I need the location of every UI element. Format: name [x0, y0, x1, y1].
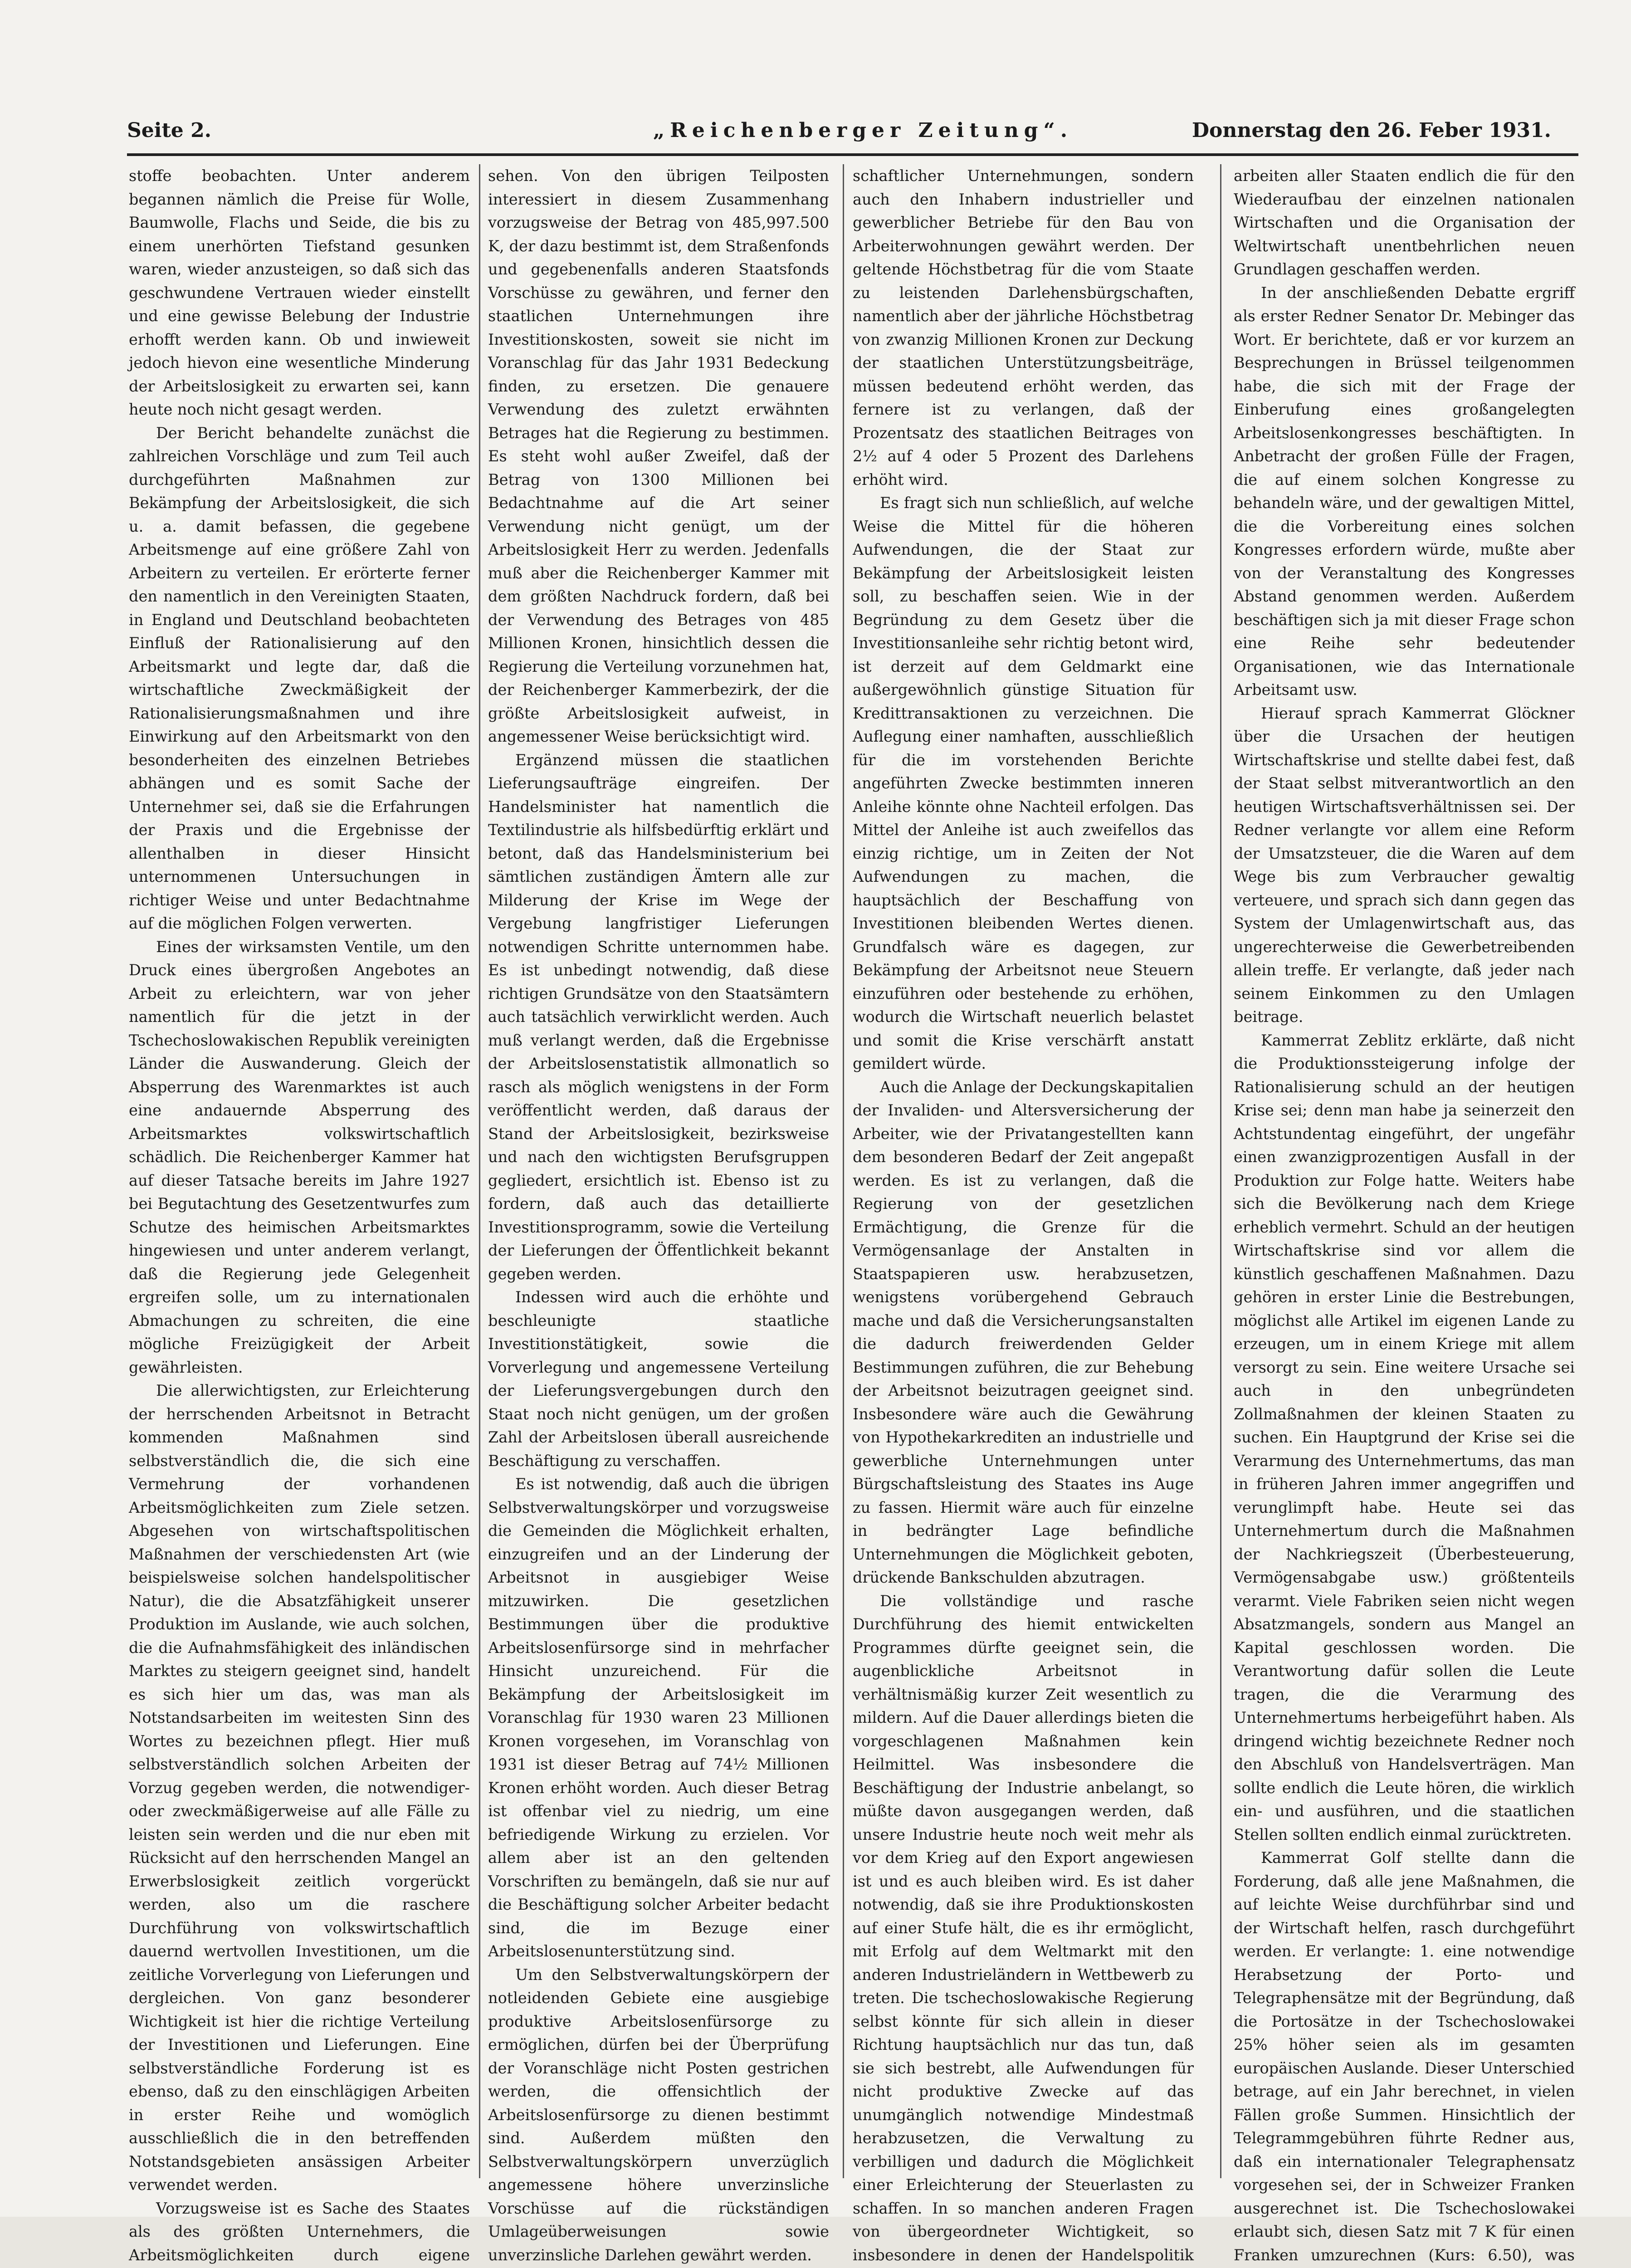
- page-header: [127, 119, 1551, 151]
- column-2: [488, 164, 829, 2183]
- column-divider: [1220, 164, 1221, 2178]
- paragraph: Der Bericht behandelte zunächst die zahlreichen Vorschläge und zum Teil auch durchgeführten Maßnahmen zur Bekämpfung der Arbeitslosigkeit, die sich u. a. damit befassen, die gegebene Arbeitsmenge auf eine größere Zahl von Arbeitern zu verteilen. Er erörterte ferner den namentlich in den Vereinigten Staaten, in England und Deutschland beobachteten Einfluß der Rationalisierung auf den Arbeitsmarkt und legte dar, daß die wirtschaftliche Zweckmäßigkeit der Rationalisierungsmaßnahmen und ihre Einwirkung auf den Arbeitsmarkt von den besonderheiten des einzelnen Betriebes abhängen und es somit Sache der Unternehmer sei, daß sie die Erfahrungen der Praxis und die Ergebnisse der allenthalben in dieser Hinsicht unternommenen Untersuchungen in richtiger Weise und unter Bedachtnahme auf die möglichen Folgen verwerten.: [129, 421, 470, 935]
- header-rule: [127, 153, 1578, 156]
- paragraph: Hierauf sprach Kammerrat Glöckner über die Ursachen der heutigen Wirtschaftskrise und stellte dabei fest, daß der Staat selbst mitverantwortlich an den heutigen Wirtschaftsverhältnissen sei. Der Redner verlangte vor allem eine Reform der Umsatzsteuer, die die Waren auf dem Wege bis zum Verbraucher gewaltig verteuere, und sprach sich dann gegen das System der Umlagenwirtschaft aus, das ungerechterweise die Gewerbetreibenden allein treffe. Er verlangte, daß jeder nach seinem Einkommen zu den Umlagen beitrage.: [1234, 702, 1575, 1029]
- paragraph: stoffe beobachten. Unter anderem begannen nämlich die Preise für Wolle, Baumwolle, Flachs und Seide, die bis zu einem unerhörten Tiefstand gesunken waren, wieder anzusteigen, so daß sich das geschwundene Vertrauen wieder einstellt und eine gewisse Belebung der Industrie erhofft werden kann. Ob und inwieweit jedoch hievon eine wesentliche Minderung der Arbeitslosigkeit zu erwarten sei, kann heute noch nicht gesagt werden.: [129, 164, 470, 421]
- column-3: [853, 164, 1194, 2183]
- paragraph: Kammerrat Golf stellte dann die Forderung, daß alle jene Maßnahmen, die auf leichte Weise durchführbar sind und der Wirtschaft helfen, rasch durchgeführt werden. Er verlangte: 1. eine notwendige Herabsetzung der Porto- und Telegraphensätze mit der Begründung, daß die Portosätze in der Tschechoslowakei 25% höher seien als im gesamten europäischen Auslande. Dieser Unterschied betrage, auf ein Jahr berechnet, in vielen Fällen große Summen. Hinsichtlich der Telegrammgebühren führte Redner aus, daß ein internationaler Telegraphensatz vorgesehen sei, der in Schweizer Franken ausgerechnet ist. Die Tschechoslowakei erlaubt sich, diesen Satz mit 7 K für einen Franken umzurechnen (Kurs: 6.50), was: [1234, 1846, 1575, 2268]
- paragraph: Es fragt sich nun schließlich, auf welche Weise die Mittel für die höheren Aufwendungen, die der Staat zur Bekämpfung der Arbeitslosigkeit leisten soll, zu beschaffen seien. Wie in der Begründung zu dem Gesetz über die Investitionsanleihe sehr richtig betont wird, ist derzeit auf dem Geldmarkt eine außergewöhnlich günstige Situation für Kredittransaktionen zu verzeichnen. Die Auflegung einer namhaften, ausschließlich für die im vorstehenden Berichte angeführten Zwecke bestimmten inneren Anleihe könnte ohne Nachteil erfolgen. Das Mittel der Anleihe ist auch zweifellos das einzig richtige, um in Zeiten der Not Aufwendungen zu machen, die hauptsächlich der Beschaffung von Investitionen bleibenden Wertes dienen. Grundfalsch wäre es dagegen, zur Bekämpfung der Arbeitsnot neue Steuern einzuführen oder bestehende zu erhöhen, wodurch die Wirtschaft neuerlich belastet und somit die Krise verschärft anstatt gemildert würde.: [853, 491, 1194, 1075]
- newspaper-title: „Reichenberger Zeitung“.: [653, 119, 1073, 142]
- paragraph: Die allerwichtigsten, zur Erleichterung der herrschenden Arbeitsnot in Betracht kommenden Maßnahmen sind selbstverständlich die, die sich eine Vermehrung der vorhandenen Arbeitsmöglichkeiten zum Ziele setzen. Abgesehen von wirtschaftspolitischen Maßnahmen der verschiedensten Art (wie beispielsweise solchen handelspolitischer Natur), die die Absatzfähigkeit unserer Produktion im Auslande, wie auch solchen, die die Aufnahmsfähigkeit des inländischen Marktes zu steigern geeignet sind, handelt es sich hier um das, was man als Notstandsarbeiten im weitesten Sinn des Wortes zu bezeichnen pflegt. Hier muß selbstverständlich solchen Arbeiten der Vorzug gegeben werden, die notwendiger- oder zweckmäßigerweise auf alle Fälle zu leisten sein werden und die nur eben mit Rücksicht auf den herrschenden Mangel an Erwerbslosigkeit zeitlich vorgerückt werden, also um die raschere Durchführung von volkswirtschaftlich dauernd wertvollen Investitionen, um die zeitliche Vorverlegung von Lieferungen und dergleichen. Von ganz besonderer Wichtigkeit ist hier die richtige Verteilung der Investitionen und Lieferungen. Eine selbstverständliche Forderung ist es ebenso, daß zu den einschlägigen Arbeiten in erster Reihe und womöglich ausschließlich die in den betreffenden Notstandsgebieten ansässigen Arbeiter verwendet werden.: [129, 1379, 470, 2197]
- paragraph: sehen. Von den übrigen Teilposten interessiert in diesem Zusammenhang vorzugsweise der Betrag von 485,997.500 K, der dazu bestimmt ist, dem Straßenfonds und gegebenenfalls anderen Staatsfonds Vorschüsse zu gewähren, und ferner den staatlichen Unternehmungen ihre Investitionskosten, soweit sie nicht im Voranschlag für das Jahr 1931 Bedeckung finden, zu ersetzen. Die genauere Verwendung des zuletzt erwähnten Betrages hat die Regierung zu bestimmen. Es steht wohl außer Zweifel, daß der Betrag von 1300 Millionen bei Bedachtnahme auf die Art seiner Verwendung nicht genügt, um der Arbeitslosigkeit Herr zu werden. Jedenfalls muß aber die Reichenberger Kammer mit dem größten Nachdruck fordern, daß bei der Verwendung des Betrages von 485 Millionen Kronen, hinsichtlich dessen die Regierung die Verteilung vorzunehmen hat, der Reichenberger Kammerbezirk, der die größte Arbeitslosigkeit aufweist, in angemessener Weise berücksichtigt wird.: [488, 164, 829, 748]
- paragraph: In der anschließenden Debatte ergriff als erster Redner Senator Dr. Mebinger das Wort. Er berichtete, daß er vor kurzem an Besprechungen in Brüssel teilgenommen habe, die sich mit der Frage der Einberufung eines großangelegten Arbeitslosenkongresses beschäftigten. In Anbetracht der großen Fülle der Fragen, die auf einem solchen Kongresse zu behandeln wäre, und der gewaltigen Mittel, die die Vorbereitung eines solchen Kongresses erfordern würde, mußte aber von der Veranstaltung des Kongresses Abstand genommen werden. Außerdem beschäftigen sich ja mit dieser Frage schon eine Reihe sehr bedeutender Organisationen, wie das Internationale Arbeitsamt usw.: [1234, 281, 1575, 702]
- column-divider: [843, 164, 844, 2178]
- paragraph: Es ist notwendig, daß auch die übrigen Selbstverwaltungskörper und vorzugsweise die Gemeinden die Möglichkeit erhalten, einzugreifen und an der Linderung der Arbeitsnot in ausgiebiger Weise mitzuwirken. Die gesetzlichen Bestimmungen über die produktive Arbeitslosenfürsorge sind in mehrfacher Hinsicht unzureichend. Für die Bekämpfung der Arbeitslosigkeit im Voranschlag für 1930 waren 23 Millionen Kronen vorgesehen, im Voranschlag von 1931 ist dieser Betrag auf 74½ Millionen Kronen erhöht worden. Auch dieser Betrag ist offenbar viel zu niedrig, um eine befriedigende Wirkung zu erzielen. Vor allem aber ist an den geltenden Vorschriften zu bemängeln, daß sie nur auf die Beschäftigung solcher Arbeiter bedacht sind, die im Bezuge einer Arbeitslosenunterstützung sind.: [488, 1472, 829, 1963]
- paragraph: Eines der wirksamsten Ventile, um den Druck eines übergroßen Angebotes an Arbeit zu erleichtern, war von jeher namentlich für die jetzt in der Tschechoslowakischen Republik vereinigten Länder die Auswanderung. Gleich der Absperrung des Warenmarktes ist auch eine andauernde Absperrung des Arbeitsmarktes volkswirtschaftlich schädlich. Die Reichenberger Kammer hat auf dieser Tatsache bereits im Jahre 1927 bei Begutachtung des Gesetzentwurfes zum Schutze des heimischen Arbeitsmarktes hingewiesen und unter anderem verlangt, daß die Regierung jede Gelegenheit ergreifen solle, um zu internationalen Abmachungen zu schreiten, die eine mögliche Freizügigkeit der Arbeit gewährleisten.: [129, 935, 470, 1379]
- column-divider: [479, 164, 480, 2178]
- paragraph: Ergänzend müssen die staatlichen Lieferungsaufträge eingreifen. Der Handelsminister hat namentlich die Textilindustrie als hilfsbedürftig erklärt und betont, daß das Handelsministerium bei sämtlichen zuständigen Ämtern alle zur Milderung der Krise im Wege der Vergebung langfristiger Lieferungen notwendigen Schritte unternommen habe. Es ist unbedingt notwendig, daß diese richtigen Grundsätze von den Staatsämtern auch tatsächlich verwirklicht werden. Auch muß verlangt werden, daß die Ergebnisse der Arbeitslosenstatistik allmonatlich so rasch als möglich wenigstens in der Form veröffentlicht werden, daß daraus der Stand der Arbeitslosigkeit, bezirksweise und nach den wichtigsten Berufsgruppen gegliedert, ersichtlich ist. Ebenso ist zu fordern, daß auch das detaillierte Investitionsprogramm, sowie die Verteilung der Lieferungen der Öffentlichkeit bekannt gegeben werden.: [488, 748, 829, 1286]
- paragraph: schaftlicher Unternehmungen, sondern auch den Inhabern industrieller und gewerblicher Betriebe für den Bau von Arbeiterwohnungen gewährt werden. Der geltende Höchstbetrag für die vom Staate zu leistenden Darlehensbürgschaften, namentlich aber der jährliche Höchstbetrag von zwanzig Millionen Kronen zur Deckung der staatlichen Unterstützungsbeiträge, müssen bedeutend erhöht werden, das fernere ist zu verlangen, daß der Prozentsatz des staatlichen Beitrages von 2½ auf 4 oder 5 Prozent des Darlehens erhöht wird.: [853, 164, 1194, 491]
- paragraph: Um den Selbstverwaltungskörpern der notleidenden Gebiete eine ausgiebige produktive Arbeitslosenfürsorge zu ermöglichen, dürfen bei der Überprüfung der Voranschläge nicht Posten gestrichen werden, die offensichtlich der Arbeitslosenfürsorge zu dienen bestimmt sind. Außerdem müßten den Selbstverwaltungskörpern unverzüglich angemessene höhere unverzinsliche Vorschüsse auf die rückständigen Umlageüberweisungen sowie unverzinsliche Darlehen gewährt werden.: [488, 1963, 829, 2267]
- column-1: [129, 164, 470, 2183]
- paragraph: Vorzugsweise ist es Sache des Staates als des größten Unternehmers, die Arbeitsmöglichkeiten durch eigene: [129, 2197, 470, 2268]
- paragraph: Kammerrat Zeblitz erklärte, daß nicht die Produktionssteigerung infolge der Rationalisierung schuld an der heutigen Krise sei; denn man habe ja seinerzeit den Achtstundentag eingeführt, der ungefähr einen zwanzigprozentigen Ausfall in der Produktion zur Folge hatte. Weiters habe sich die Bevölkerung nach dem Kriege erheblich vermehrt. Schuld an der heutigen Wirtschaftskrise sind vor allem die künstlich geschaffenen Maßnahmen. Dazu gehören in erster Linie die Bestrebungen, möglichst alle Artikel im eigenen Lande zu erzeugen, um in einem Kriege mit allem versorgt zu sein. Eine weitere Ursache sei auch in den unbegründeten Zollmaßnahmen der kleinen Staaten zu suchen. Ein Hauptgrund der Krise sei die Verarmung des Unternehmertums, das man in früheren Jahren immer angegriffen und verunglimpft habe. Heute sei das Unternehmertum durch die Maßnahmen der Nachkriegszeit (Überbesteuerung, Vermögensabgabe usw.) größtenteils verarmt. Viele Fabriken seien nicht wegen Absatzmangels, sondern aus Mangel an Kapital geschlossen worden. Die Verantwortung dafür sollen die Leute tragen, die die Verarmung des Unternehmertums herbeigeführt haben. Als dringend wichtig bezeichnete Redner noch den Abschluß von Handelsverträgen. Man sollte endlich die Leute hören, die wirklich ein- und ausführen, und die staatlichen Stellen sollten endlich einmal zurücktreten.: [1234, 1029, 1575, 1847]
- paragraph: Indessen wird auch die erhöhte und beschleunigte staatliche Investitionstätigkeit, sowie die Vorverlegung und angemessene Verteilung der Lieferungsvergebungen durch den Staat noch nicht genügen, um der großen Zahl der Arbeitslosen überall ausreichende Beschäftigung zu verschaffen.: [488, 1286, 829, 1472]
- paragraph: Die vollständige und rasche Durchführung des hiemit entwickelten Programmes dürfte geeignet sein, die augenblickliche Arbeitsnot in verhältnismäßig kurzer Zeit wesentlich zu mildern. Auf die Dauer allerdings bieten die vorgeschlagenen Maßnahmen kein Heilmittel. Was insbesondere die Beschäftigung der Industrie anbelangt, so müßte davon ausgegangen werden, daß unsere Industrie heute noch weit mehr als vor dem Krieg auf den Export angewiesen ist und es auch bleiben wird. Es ist daher notwendig, daß sie ihre Produktionskosten auf einer Stufe hält, die es ihr ermöglicht, mit Erfolg auf dem Weltmarkt mit den anderen Industrieländern in Wettbewerb zu treten. Die tschechoslowakische Regierung selbst könnte für sich allein in dieser Richtung hauptsächlich nur das tun, daß sie sich bestrebt, alle Aufwendungen für nicht produktive Zwecke auf das unumgänglich notwendige Mindestmaß herabzusetzen, die Verwaltung zu verbilligen und dadurch die Möglichkeit einer Erleichterung der Steuerlasten zu schaffen. In so manchen anderen Fragen von übergeordneter Wichtigkeit, so insbesondere in denen der Handelspolitik: [853, 1589, 1194, 2268]
- column-4: [1234, 164, 1575, 2183]
- paragraph: Auch die Anlage der Deckungskapitalien der Invaliden- und Altersversicherung der Arbeiter, wie der Privatangestellten kann dem besonderen Bedarf der Zeit angepaßt werden. Es ist zu verlangen, daß die Regierung von der gesetzlichen Ermächtigung, die Grenze für die Vermögensanlage der Anstalten in Staatspapieren usw. herabzusetzen, wenigstens vorübergehend Gebrauch mache und daß die Versicherungsanstalten die dadurch freiwerdenden Gelder Bestimmungen zuführen, die zur Behebung der Arbeitsnot beizutragen geeignet sind. Insbesondere wäre auch die Gewährung von Hypothekarkrediten an industrielle und gewerbliche Unternehmungen unter Bürgschaftsleistung des Staates ins Auge zu fassen. Hiermit wäre auch für einzelne in bedrängter Lage befindliche Unternehmungen die Möglichkeit geboten, drückende Bankschulden abzutragen.: [853, 1075, 1194, 1589]
- page-number: Seite 2.: [127, 119, 211, 142]
- issue-date: Donnerstag den 26. Feber 1931.: [1192, 119, 1551, 142]
- paragraph: arbeiten aller Staaten endlich die für den Wiederaufbau der einzelnen nationalen Wirtschaften und die Organisation der Weltwirtschaft unentbehrlichen neuen Grundlagen geschaffen werden.: [1234, 164, 1575, 281]
